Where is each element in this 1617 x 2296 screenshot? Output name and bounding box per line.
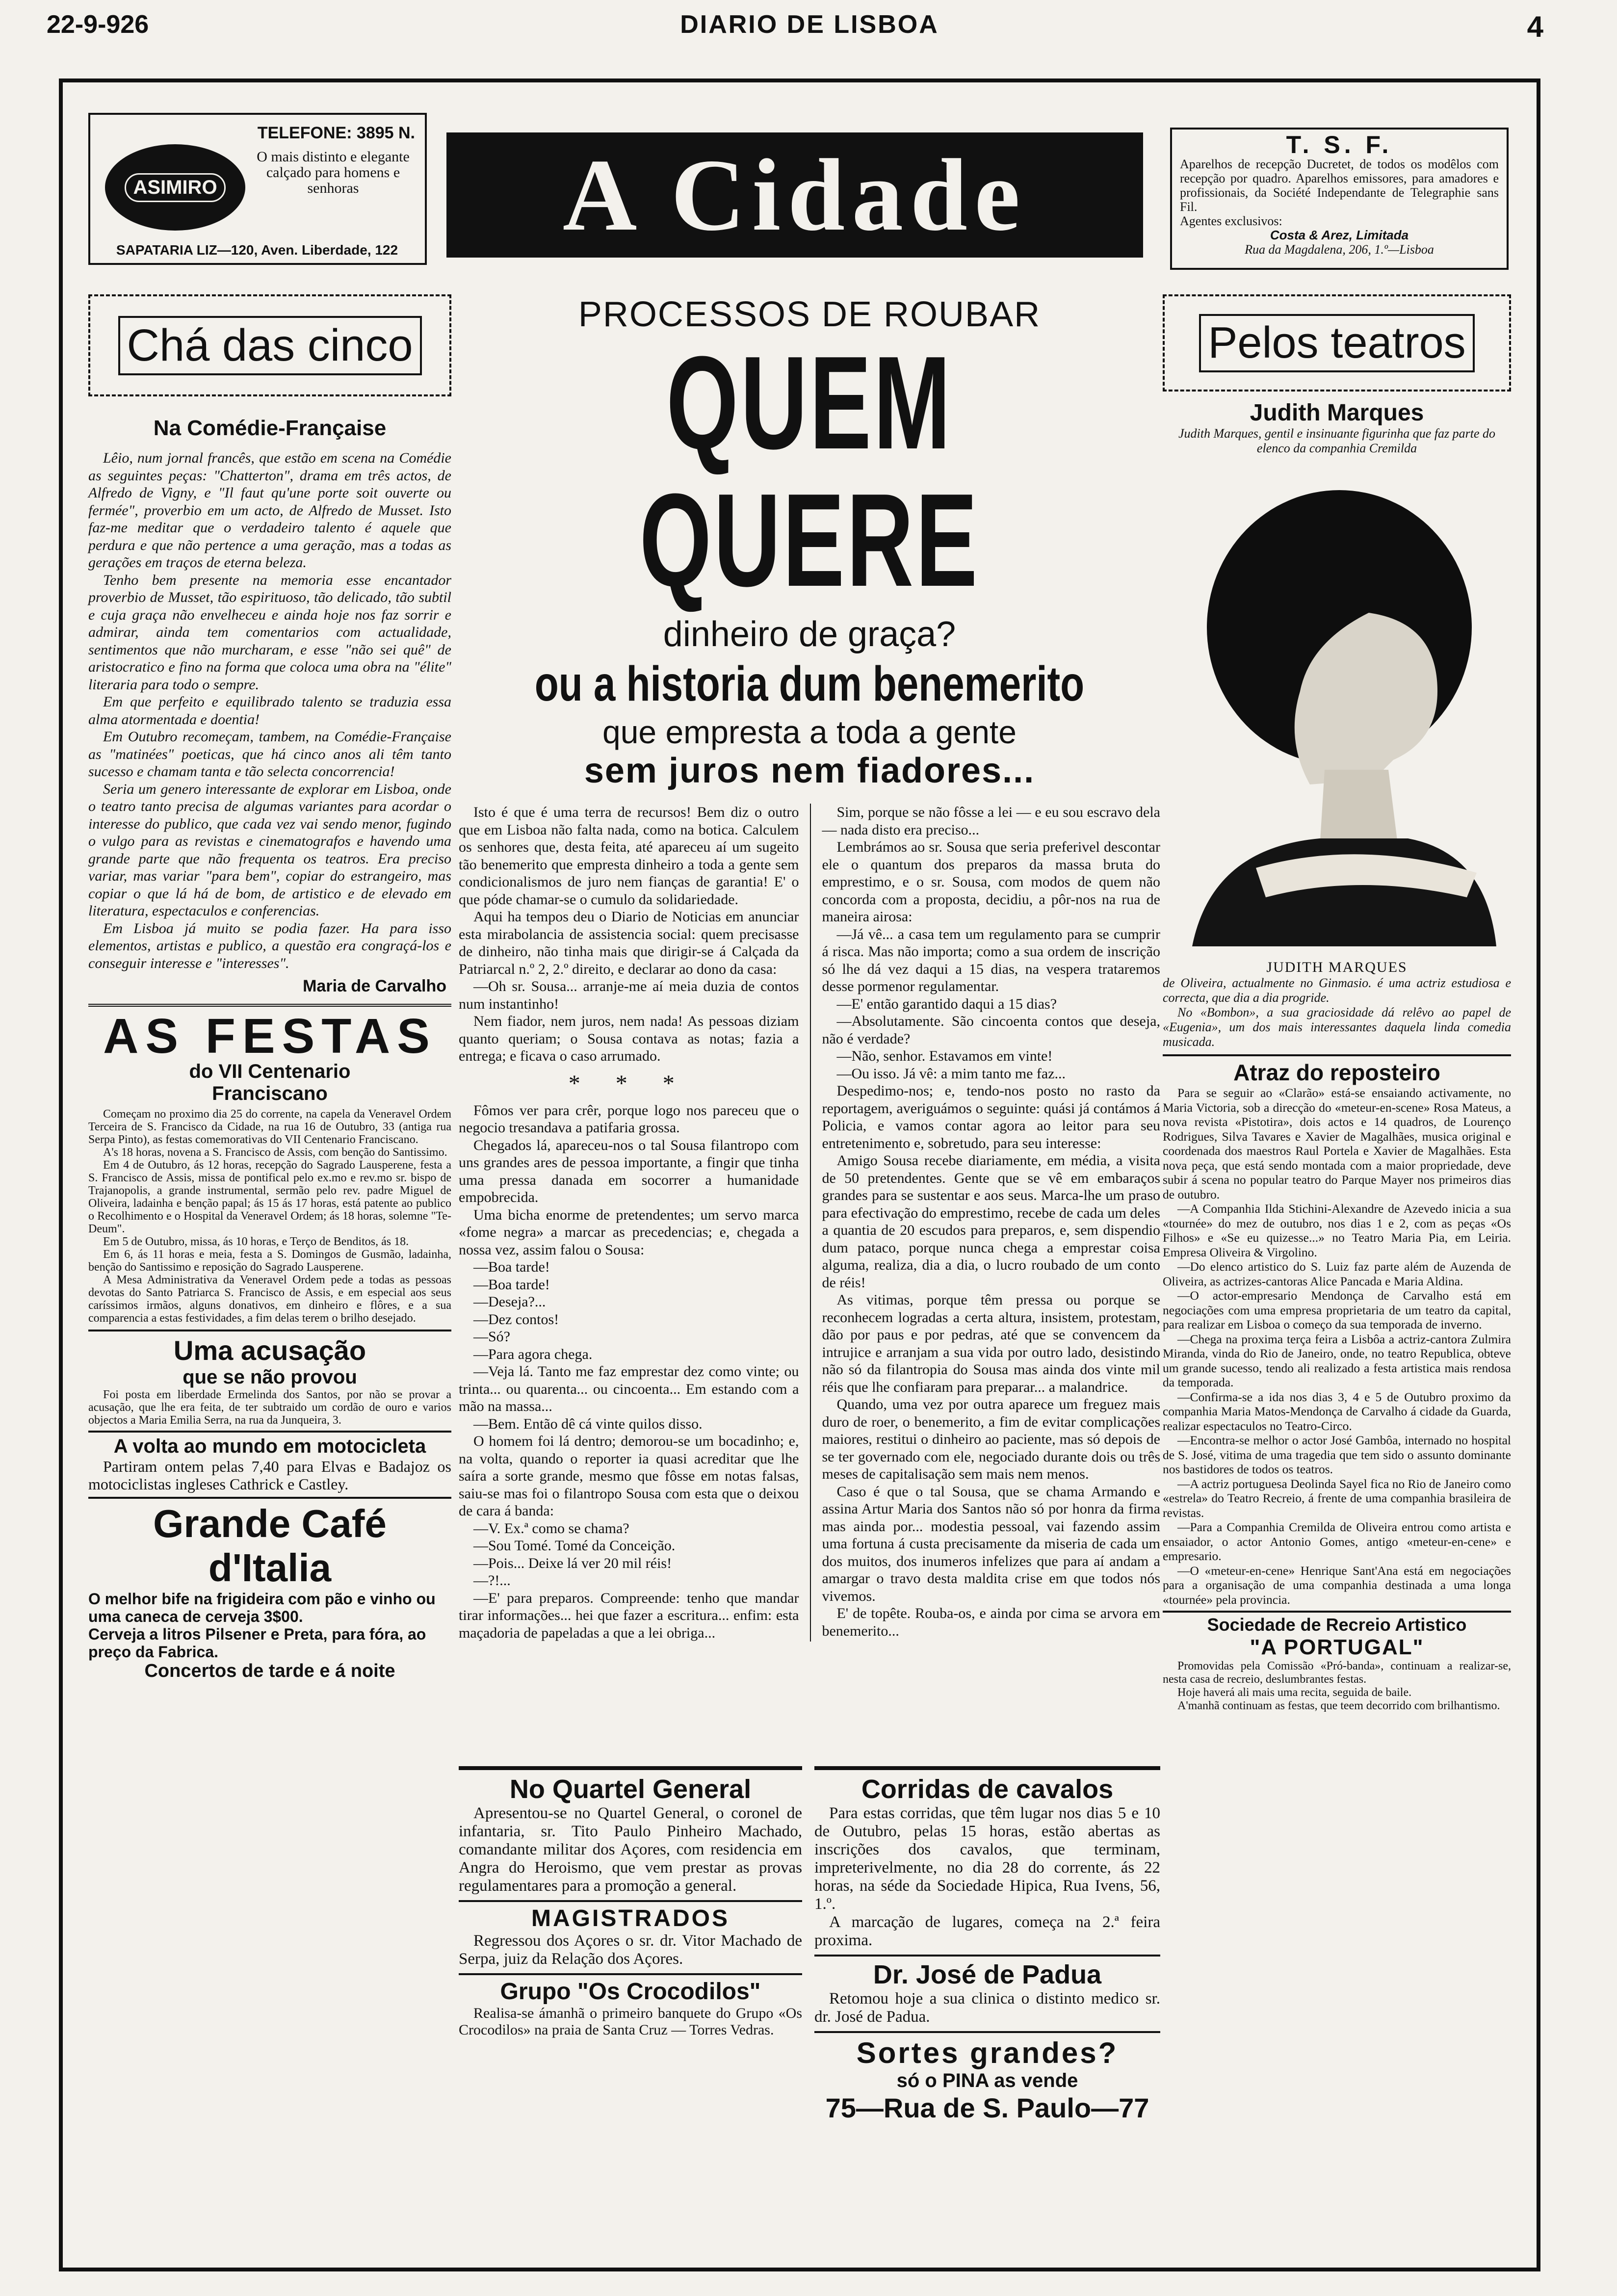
reposteiro-paragraph: —Encontra-se melhor o actor José Gambôa, internado no hospital de S. José, vitima de uma tragedia que tem sido o assunto dominante nos bastidores de todos os teatros. bbox=[1163, 1433, 1511, 1476]
divider bbox=[88, 1330, 451, 1331]
roubar-deck3: que empresta a toda a gente bbox=[602, 714, 1017, 750]
roubar-paragraph: —Boa tarde! bbox=[473, 1276, 550, 1293]
roubar-paragraph: —Já vê... a casa tem um regulamento para se cumprir á risca. Mas não importa; como a sua ordem de inscrição só lhe dá vez daqui a 15 dias, na vespera trataremos desse pormenor regulamentar. bbox=[822, 926, 1160, 994]
cafe-title: Grande Café d'Italia bbox=[153, 1502, 387, 1590]
roubar-paragraph: —V. Ex.ª como se chama? bbox=[473, 1520, 629, 1537]
festas-paragraph: Em 6, ás 11 horas e meia, festa a S. Domingos de Gusmão, ladainha, benção do Santissimo e reposição do Sagrado Lausperene. bbox=[88, 1248, 451, 1274]
crocodilos-title: Grupo "Os Crocodilos" bbox=[500, 1979, 761, 2005]
divider bbox=[88, 1431, 451, 1433]
festas-article bbox=[88, 1108, 451, 1325]
roubar-paragraph: —E' então garantido daqui a 15 dias? bbox=[836, 995, 1057, 1012]
reposteiro-paragraph: —Para a Companhia Cremilda de Oliveira entrou como artista e ensaiador, o actor Antonio Gomes, antigo «meteur-en-cene» e empresario. bbox=[1163, 1520, 1511, 1563]
roubar-deck1: dinheiro de graça? bbox=[663, 615, 956, 654]
cha-paragraph: Em Outubro recomeçam, tambem, na Comédie-Française as "matinées" poeticas, que há cinco anos ali têm tanto sucesso e chamam tanta e tão selecta concorrencia! bbox=[88, 729, 451, 780]
tsf-agents-label: Agentes exclusivos: bbox=[1180, 214, 1282, 228]
roubar-paragraph: —Bem. Então dê cá vinte quilos disso. bbox=[473, 1415, 703, 1432]
roubar-paragraph: —Sou Tomé. Tomé da Conceição. bbox=[473, 1538, 676, 1554]
roubar-paragraph: O homem foi lá dentro; demorou-se um bocadinho; e, na volta, quando o reporter ia quasi acreditar que lhe saíra a sorte grande, mesmo que fôsse em notas falsas, saiu-se mas foi o filantropo Sousa com esta que o deixou de cara á banda: bbox=[459, 1433, 799, 1519]
roubar-paragraph: —E' para preparos. Compreende: tenho que mandar tirar informações... hei que fazer a escritura... enfim: esta maçadoria de papeladas a que a lei obriga... bbox=[459, 1590, 799, 1641]
roubar-paragraph: Sim, porque se não fôsse a lei — e eu sou escravo dela — nada disto era preciso... bbox=[822, 804, 1160, 838]
festas-paragraph: A Mesa Administrativa da Veneravel Ordem pede a todas as pessoas devotas do Santo Patriarca S. Francisco de Assis, e em especial aos seus caríssimos irmãos, alguns donativos, em dinheiro e flôres, e a sua comparencia a estas festividades, a fim delas terem o brilho desejado. bbox=[88, 1274, 451, 1325]
acusacao-text: Foi posta em liberdade Ermelinda dos Santos, por não se provar a acusação, que lhe era feita, de ter subtraido um cordão de ouro e varios objectos a Maria Emilia Serra, na rua da Junqueira, 3. bbox=[88, 1388, 451, 1427]
section-title: A Cidade bbox=[562, 138, 1027, 252]
roubar-paragraph: Amigo Sousa recebe diariamente, em média, a visita de 50 pretendentes. Gente que se vê em embaraços grandes para se sustentar e aos seus. Marca-lhe um praso para efectivação do emprestimo, recebe de cada um deles a quantia de 20 escudos para preparos, e, sem dispendio dum pataco, porque nunca chega a emprestar coisa alguma, realiza, dia a dia, o lucro roubado de um conto de réis! bbox=[822, 1152, 1160, 1291]
portrait-caption-text: de Oliveira, actualmente no Ginmasio. é uma actriz estudiosa e correcta, que dia a dia progride. bbox=[1163, 976, 1511, 1005]
festas-sub2: Franciscano bbox=[212, 1083, 328, 1104]
portrait-caption-text2: No «Bombon», a sua graciosidade dá relêvo ao papel de «Eugenia», um dos mais interessantes daquela linda comedia musicada. bbox=[1163, 1005, 1511, 1049]
newspaper-name: DIARIO DE LISBOA bbox=[680, 10, 939, 39]
roubar-paragraph: —Deseja?... bbox=[473, 1294, 546, 1310]
teatros-subtitle: Judith Marques bbox=[1250, 400, 1424, 426]
roubar-paragraph: Nem fiador, nem juros, nem nada! As pessoas diziam quanto queriam; o Sousa contava as notas; fazia a entrega; e ficava o caso arrumado. bbox=[459, 1013, 799, 1064]
roubar-headline: QUEM QUERE bbox=[639, 329, 980, 614]
cha-header-text: Chá das cinco bbox=[118, 316, 422, 375]
issue-date: 22-9-926 bbox=[47, 10, 149, 39]
roubar-paragraph: —?!... bbox=[473, 1572, 511, 1589]
cafe-line1: O melhor bife na frigideira com pão e vinho ou uma caneca de cerveja 3$00. bbox=[88, 1590, 436, 1625]
moto-title: A volta ao mundo em motocicleta bbox=[113, 1435, 426, 1457]
roubar-paragraph: —Dez contos! bbox=[473, 1311, 559, 1328]
divider bbox=[459, 1900, 802, 1902]
roubar-col1 bbox=[459, 804, 799, 1642]
festas-paragraph: Em 4 de Outubro, ás 12 horas, recepção do Sagrado Lausperene, festa a S. Francisco de Assis, missa de pontifical pelo ex.mo e rev.mo sr. bispo de Trajanopolis, a grande instrumental, sermão pelo rev. padre Miguel de Oliveira, ladainha e benção papal; ás 15 ás 17 horas, está patente ao publico o Recolhimento e o Hospital da Veneravel Ordem; ás 18 horas, solemne "Te-Deum". bbox=[88, 1159, 451, 1235]
roubar-paragraph: Caso é que o tal Sousa, que se chama Armando e assina Artur Maria dos Santos não só por honra da firma mas ainda por... modestia pessoal, vai fazendo assim uma fortuna á custa precisamente da miseria de cada um dos muitos, dos inumeros infelizes que para aí andam a amargar o travo desta maldita crise em que todos nós vivemos. bbox=[822, 1483, 1160, 1604]
cha-article bbox=[88, 449, 451, 972]
reposteiro-paragraph: —O «meteur-en-cene» Henrique Sant'Ana está em negociações para a organisação de uma companhia destinada a uma longa «tournée» pela provincia. bbox=[1163, 1563, 1511, 1607]
divider bbox=[814, 1955, 1160, 1957]
cafe-line3: Concertos de tarde e á noite bbox=[144, 1661, 395, 1681]
sociedade-text: A'manhã continuam as festas, que teem decorrido com brilhantismo. bbox=[1177, 1699, 1500, 1712]
quartel-text: Apresentou-se no Quartel General, o coronel de infantaria, sr. Tito Paulo Pinheiro Machado, comandante militar dos Açores, com residencia em Angra do Heroismo, que vem prestar as provas regulamentares para a promoção a general. bbox=[459, 1804, 802, 1895]
divider bbox=[88, 1497, 451, 1499]
crocodilos-text: Realisa-se ámanhã o primeiro banquete do Grupo «Os Crocodilos» na praia de Santa Cruz — Torres Vedras. bbox=[459, 2005, 802, 2038]
quartel-title: No Quartel General bbox=[509, 1774, 752, 1804]
roubar-paragraph: Despedimo-nos; e, tendo-nos posto no rasto da reportagem, averiguámos o seguinte: quási já contámos á Policia, e vamos contar agora ao leitor para seu entretenimento e, sobretudo, para seu interesse: bbox=[822, 1083, 1160, 1151]
teatros-header bbox=[1163, 294, 1511, 391]
acusacao-title: Uma acusação bbox=[173, 1335, 366, 1366]
cha-paragraph: Em Lisboa já muito se podia fazer. Ha para isso elementos, artistas e publico, a questão era congraçá-los e conseguir interesse e "interesses". bbox=[88, 920, 451, 971]
padua-text: Retomou hoje a sua clinica o distinto medico sr. dr. José de Padua. bbox=[814, 1990, 1160, 2026]
column-left bbox=[88, 294, 451, 1682]
portrait-caption: JUDITH MARQUES bbox=[1266, 959, 1408, 975]
festas-paragraph: A's 18 horas, novena a S. Francisco de Assis, com benção do Santissimo. bbox=[103, 1146, 447, 1159]
cha-paragraph: Lêio, num jornal francês, que estão em scena na Comédie as seguintes peças: "Chatterton", drama em três actos, de Alfredo de Vigny, e "Il faut qu'une porte soit ouverte ou fermée", proverbio em um acto, de Alfredo de Musset. Isto faz-me meditar que o verdadeiro talento é aquele que perdura e que não pertence a uma geração, mas a todas as gerações em traços de eterna beleza. bbox=[88, 450, 451, 571]
roubar-paragraph: Fômos ver para crêr, porque logo nos pareceu que o negocio tresandava a patifaria grossa. bbox=[459, 1102, 799, 1136]
cha-paragraph: Em que perfeito e equilibrado talento se traduzia essa alma atormentada e doentia! bbox=[88, 694, 451, 728]
magistrados-text: Regressou dos Açores o sr. dr. Vitor Machado de Serpa, juiz da Relação dos Açores. bbox=[459, 1932, 802, 1968]
roubar-col2 bbox=[822, 804, 1160, 1642]
corridas-text: Para estas corridas, que têm lugar nos dias 5 e 10 de Outubro, pelas 15 horas, estão abertas as inscrições dos cavalos, que terminam, impreterivelmente, no dia 28 do corrente, ás 22 horas, na séde da Sociedade Hipica, Rua Ivens, 56, 1.º. bbox=[814, 1804, 1160, 1913]
asimiro-logo-text: ASIMIRO bbox=[125, 173, 225, 202]
roubar-paragraph: —Boa tarde! bbox=[473, 1259, 550, 1275]
roubar-paragraph: —Para agora chega. bbox=[473, 1346, 593, 1362]
tsf-body: Aparelhos de recepção Ducretet, de todos os modêlos com recepção por quadro. Aparelhos emissores, para amadores e profissionais, da Société Independante de Telegraphie sans Fil. bbox=[1180, 157, 1499, 214]
roubar-paragraph: Aqui ha tempos deu o Diario de Noticias em anunciar esta mirabolancia de assistencia social: quem precisasse de dinheiro, não tinha mais que dirigir-se á Calçada da Patriarcal n.º 2, 2.º direito, e declarar ao dono da casa: bbox=[459, 909, 799, 977]
asimiro-logo bbox=[105, 144, 245, 231]
divider bbox=[88, 1004, 451, 1007]
cha-header bbox=[88, 294, 451, 396]
roubar-paragraph: —Ou isso. Já vê: a mim tanto me faz... bbox=[836, 1065, 1066, 1082]
column-center bbox=[459, 294, 1160, 1642]
portrait-neck bbox=[1320, 770, 1398, 848]
divider bbox=[1163, 1611, 1511, 1613]
roubar-kicker: PROCESSOS DE ROUBAR bbox=[578, 295, 1041, 334]
sociedade-text: Hoje haverá ali mais uma recita, seguida de baile. bbox=[1177, 1686, 1412, 1699]
column-rule bbox=[810, 804, 811, 1642]
corridas-title: Corridas de cavalos bbox=[861, 1774, 1114, 1804]
tsf-title: T. S. F. bbox=[1286, 131, 1393, 158]
roubar-paragraph: Uma bicha enorme de pretendentes; um servo marca «fome negra» a marcar as precedencias; e, chegada a nossa vez, assim falou o Sousa: bbox=[459, 1206, 799, 1258]
divider bbox=[1163, 1054, 1511, 1056]
section-title-box bbox=[446, 132, 1143, 258]
sociedade-text: Promovidas pela Comissão «Pró-banda», continuam a realizar-se, nesta casa de recreio, deslumbrantes festas. bbox=[1163, 1660, 1511, 1686]
sortes-title: Sortes grandes? bbox=[856, 2036, 1119, 2069]
roubar-separator: * * * bbox=[568, 1070, 689, 1096]
festas-paragraph: Começam no proximo dia 25 do corrente, na capela da Veneravel Ordem Terceira de S. Francisco da Cidade, na rua 16 de Outubro, 33 (antiga rua Serpa Pinto), as festas comemorativas do VII Centenario Franciscano. bbox=[88, 1108, 451, 1146]
divider bbox=[459, 1973, 802, 1975]
roubar-paragraph: As vitimas, porque têm pressa ou porque se reconhecem logradas a certa altura, insistem, protestam, dão por paus e por pedras, até que se convencem da intrujice e arranjam a sua vida por outro lado, desistindo não só da filantropia do Sousa mas ainda dos vinte mil réis que lhe confiaram para preparar... a malandrice. bbox=[822, 1292, 1160, 1395]
festas-title: AS FESTAS bbox=[103, 1009, 437, 1064]
page-number: 4 bbox=[1527, 10, 1543, 43]
teatros-lead: Judith Marques, gentil e insinuante figurinha que faz parte do elenco da companhia Cremilda bbox=[1178, 426, 1496, 455]
roubar-paragraph: —Absolutamente. São cincoenta contos que deseja, não é verdade? bbox=[822, 1013, 1160, 1047]
festas-sub1: do VII Centenario bbox=[189, 1061, 351, 1082]
reposteiro-title: Atraz do reposteiro bbox=[1233, 1060, 1440, 1085]
reposteiro-paragraph: —O actor-empresario Mendonça de Carvalho está em negociações com uma empresa proprietaria de um teatro da capital, para realizar em Lisboa o começo da sua temporada de inverno. bbox=[1163, 1288, 1511, 1331]
padua-title: Dr. José de Padua bbox=[873, 1960, 1102, 1989]
cha-paragraph: Seria um genero interessante de explorar em Lisboa, onde o teatro tanto precisa de algumas variantes para acordar o interesse do publico, que cada vez vai sendo menor, fugindo o vulgo para as revistas e cinematografos e havendo uma grande parte que não frequenta os teatros. Era preciso variar, mas variar "para bem", copiar do estrangeiro, mas copiar o que lá há de bom, de artistico e de elevado em literatura, espectaculos e conferencias. bbox=[88, 781, 451, 919]
festas-paragraph: Em 5 de Outubro, missa, ás 10 horas, e Terço de Benditos, ás 18. bbox=[103, 1235, 409, 1248]
column-right bbox=[1163, 294, 1511, 1713]
roubar-paragraph: Chegados lá, apareceu-nos o tal Sousa filantropo com uns grandes ares de pessoa importante, a fingir que tinha uma pressa danada em socorrer a humanidade empobrecida. bbox=[459, 1137, 799, 1205]
roubar-paragraph: E' de topête. Rouba-os, e ainda por cima se arvora em benemerito... bbox=[822, 1605, 1160, 1639]
cha-signature: Maria de Carvalho bbox=[303, 977, 446, 995]
roubar-paragraph: —Oh sr. Sousa... arranje-me aí meia duzia de contos num instantinho! bbox=[459, 978, 799, 1012]
tsf-agents: Costa & Arez, Limitada bbox=[1270, 228, 1409, 242]
reposteiro-paragraph: —A actriz portuguesa Deolinda Sayel fica no Rio de Janeiro como «estrela» do Teatro Recreio, á frente de uma companhia brasileira de revistas. bbox=[1163, 1476, 1511, 1520]
reposteiro-article bbox=[1163, 1086, 1511, 1607]
reposteiro-paragraph: —Confirma-se a ida nos dias 3, 4 e 5 de Outubro proximo da companhia Maria Matos-Mendonça de Carvalho á cidade da Guarda, realizar espectaculos no Teatro-Circo. bbox=[1163, 1389, 1511, 1433]
roubar-deck4: sem juros nem fiadores... bbox=[584, 751, 1035, 790]
roubar-body bbox=[459, 804, 1160, 1642]
roubar-paragraph: —Não, senhor. Estavamos em vinte! bbox=[836, 1048, 1053, 1064]
news-quartel bbox=[459, 1766, 802, 2038]
judith-marques-portrait bbox=[1163, 466, 1511, 956]
reposteiro-paragraph: Para se seguir ao «Clarão» está-se ensaiando activamente, no Maria Victoria, sob a direcção do «meteur-en-scene» Rosa Mateus, a nova revista «Pistotira», dois actos e 14 quadros, de Lourenço Rodrigues, Silva Tavares e Xavier de Magalhães, musica original e coordenada dos maestros Raul Portela e Xavier de Magalhães. Esta nova peça, que está sendo montada com a maior propriedade, deve subir á scena no popular teatro do Parque Mayer nos primeiros dias de outubro. bbox=[1163, 1086, 1511, 1201]
tsf-address: Rua da Magdalena, 206, 1.º—Lisboa bbox=[1245, 242, 1434, 257]
ad-slogan: O mais distinto e elegante calçado para homens e senhoras bbox=[257, 149, 410, 196]
magistrados-title: MAGISTRADOS bbox=[531, 1905, 730, 1931]
roubar-paragraph: Isto é que é uma terra de recursos! Bem diz o outro que em Lisboa não falta nada, como na botica. Calculem os senhores que, desta feita, até apareceu aí um sugeito tão benemerito que empresta dinheiro a toda a gente sem condicionalismos de juro nem fianças de garantia! E' o que póde chamar-se o cumulo da solidariedade. bbox=[459, 804, 799, 908]
divider bbox=[814, 2031, 1160, 2033]
ad-tsf bbox=[1170, 128, 1509, 270]
news-corridas bbox=[814, 1766, 1160, 2124]
reposteiro-paragraph: —Chega na proxima terça feira a Lisbôa a actriz-cantora Zulmira Miranda, vinda do Rio de Janeiro, onde, no teatro Republica, obteve um grande sucesso, tendo ali realizado a festa artistica mais rendosa da temporada. bbox=[1163, 1331, 1511, 1389]
cafe-line2: Cerveja a litros Pilsener e Preta, para fóra, ao preço da Fabrica. bbox=[88, 1625, 426, 1661]
roubar-paragraph: —Só? bbox=[473, 1329, 510, 1345]
roubar-paragraph: Lembrámos ao sr. Sousa que seria preferivel descontar ele o quantum dos preparos da massa bruta do emprestimo, e o sr. Sousa, com modos de quem não concorda com a proposta, decidiu, a pôr-nos na rua de maneira airosa: bbox=[822, 839, 1160, 925]
roubar-paragraph: —Pois... Deixe lá ver 20 mil réis! bbox=[473, 1555, 672, 1571]
reposteiro-paragraph: —Do elenco artistico do S. Luiz faz parte além de Auzenda de Oliveira, as actrizes-cantoras Alice Pancada e Maria Aldina. bbox=[1163, 1259, 1511, 1288]
moto-text: Partiram ontem pelas 7,40 para Elvas e Badajoz os motociclistas ingleses Cathrick e Castley. bbox=[88, 1458, 451, 1493]
teatros-header-text: Pelos teatros bbox=[1199, 314, 1474, 372]
sociedade-title: Sociedade de Recreio Artistico bbox=[1207, 1615, 1467, 1635]
roubar-paragraph: Quando, uma vez por outra aparece um freguez mais duro de roer, o benemerito, a fim de evitar complicações maiores, restitui o dinheiro ao paciente, mas só depois de se ter governado com ele, negociado durante dois ou três meses de capitalisação sem mais nem menos. bbox=[822, 1396, 1160, 1482]
corridas-text2: A marcação de lugares, começa na 2.ª feira proxima. bbox=[814, 1913, 1160, 1949]
sortes-line1: só o PINA as vende bbox=[896, 2070, 1078, 2091]
roubar-deck2: ou a historia dum benemerito bbox=[534, 656, 1085, 711]
ad-asimiro bbox=[88, 113, 427, 265]
reposteiro-paragraph: —A Companhia Ilda Stichini-Alexandre de Azevedo inicia a sua «tournée» do mez de outubro, nos dias 1 e 2, com as peças «Os Filhos» e «Se eu quizesse...» no Teatro Maria Pia, em Leiria. Empresa Oliveira & Virgolino. bbox=[1163, 1201, 1511, 1259]
sortes-line2: 75—Rua de S. Paulo—77 bbox=[825, 2092, 1149, 2123]
sociedade-name: "A PORTUGAL" bbox=[1250, 1635, 1424, 1659]
roubar-paragraph: —Veja lá. Tanto me faz emprestar dez como vinte; ou trinta... ou quarenta... ou cincoenta... Em estando com a mão na massa... bbox=[459, 1363, 799, 1414]
acusacao-sub: que se não provou bbox=[183, 1366, 357, 1388]
ad-address: SAPATARIA LIZ—120, Aven. Liberdade, 122 bbox=[116, 242, 398, 258]
ad-phone: TELEFONE: 3895 N. bbox=[257, 124, 415, 142]
cha-subtitle: Na Comédie-Française bbox=[153, 416, 387, 440]
cha-paragraph: Tenho bem presente na memoria esse encantador proverbio de Musset, tão espirituoso, tão delicado, tão subtil e cuja graça não envelheceu e ainda hoje nos faz sorrir e admirar, ainda tem comentarios com actualidade, sentimentos que não murcharam, e esse "não sei quê" de aristocratico e fino na forma que coloca uma obra na "élite" literaria para todo o sempre. bbox=[88, 572, 451, 693]
